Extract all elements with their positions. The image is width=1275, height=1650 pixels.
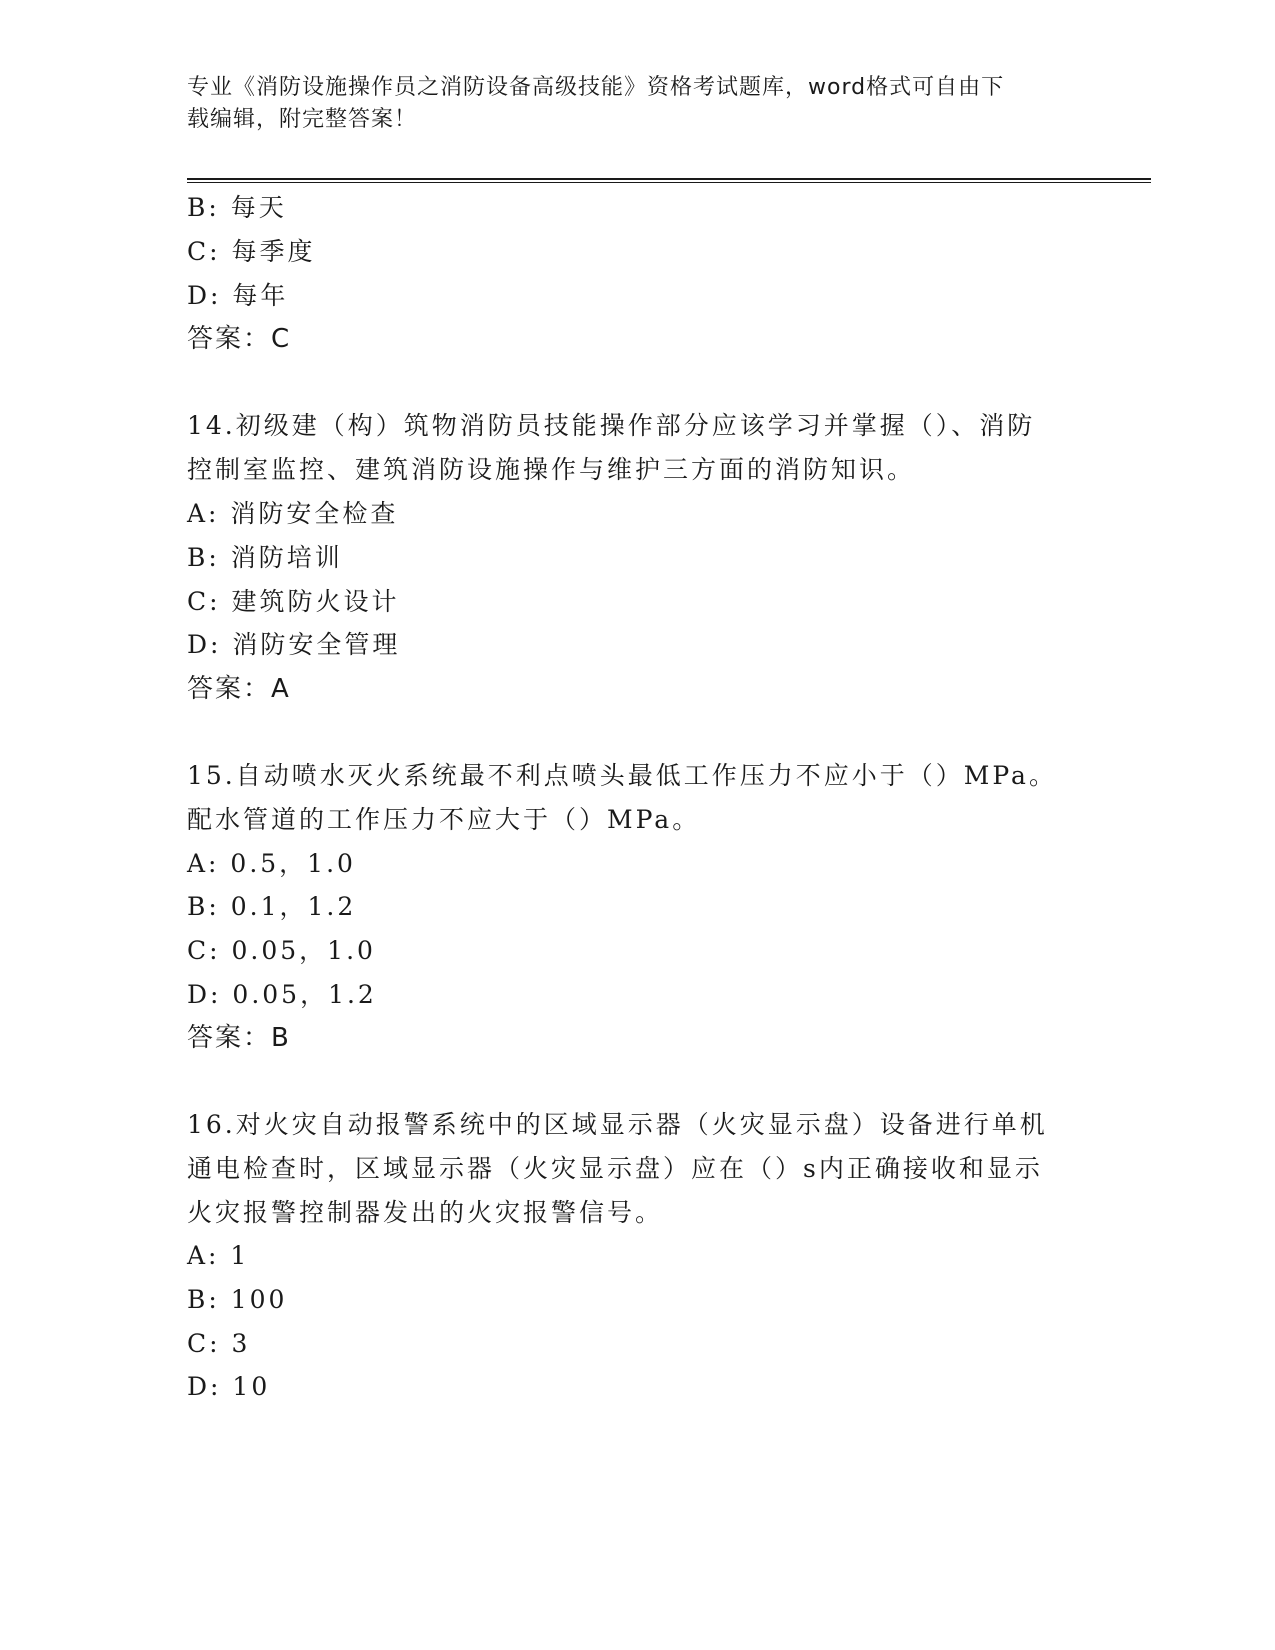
q13-option-d: D: 每年: [187, 281, 289, 310]
q16-stem-line-3: 火灾报警控制器发出的火灾报警信号。: [187, 1198, 664, 1227]
q15-stem-line-2: 配水管道的工作压力不应大于（）MPa。: [187, 805, 701, 834]
q14-stem-line-2: 控制室监控、建筑消防设施操作与维护三方面的消防知识。: [187, 455, 916, 484]
q14-stem-line-1: 14.初级建（构）筑物消防员技能操作部分应该学习并掌握（）、消防: [187, 411, 1036, 440]
q14-answer: 答案：A: [187, 674, 291, 704]
q16-stem-line-2: 通电检查时，区域显示器（火灾显示盘）应在（）s内正确接收和显示: [187, 1154, 1043, 1183]
q16-option-b: B: 100: [187, 1285, 288, 1314]
q13-answer: 答案：C: [187, 324, 292, 354]
q13-option-c: C: 每季度: [187, 237, 316, 266]
q14-option-a: A: 消防安全检查: [187, 499, 399, 528]
q14-option-c: C: 建筑防火设计: [187, 587, 400, 616]
q16-option-a: A: 1: [187, 1241, 250, 1270]
q15-stem-line-1: 15.自动喷水灭火系统最不利点喷头最低工作压力不应小于（）MPa。: [187, 761, 1057, 790]
header-rule-thin: [187, 182, 1151, 183]
header-line-2: 载编辑，附完整答案！: [187, 107, 418, 132]
q15-option-d: D: 0.05，1.2: [187, 980, 377, 1009]
q15-option-a: A: 0.5，1.0: [187, 849, 356, 878]
q14-option-b: B: 消防培训: [187, 543, 343, 572]
q15-option-b: B: 0.1，1.2: [187, 892, 357, 921]
document-header: [187, 72, 1067, 136]
q15-answer: 答案：B: [187, 1023, 291, 1053]
q15-option-c: C: 0.05，1.0: [187, 936, 376, 965]
q16-option-c: C: 3: [187, 1329, 251, 1358]
q16-stem-line-1: 16.对火灾自动报警系统中的区域显示器（火灾显示盘）设备进行单机: [187, 1110, 1048, 1139]
q13-option-b: B: 每天: [187, 193, 287, 222]
header-line-1: 专业《消防设施操作员之消防设备高级技能》资格考试题库，word格式可自由下: [187, 75, 1005, 100]
header-rule-thick: [187, 178, 1151, 180]
q16-option-d: D: 10: [187, 1372, 271, 1401]
q14-option-d: D: 消防安全管理: [187, 630, 401, 659]
